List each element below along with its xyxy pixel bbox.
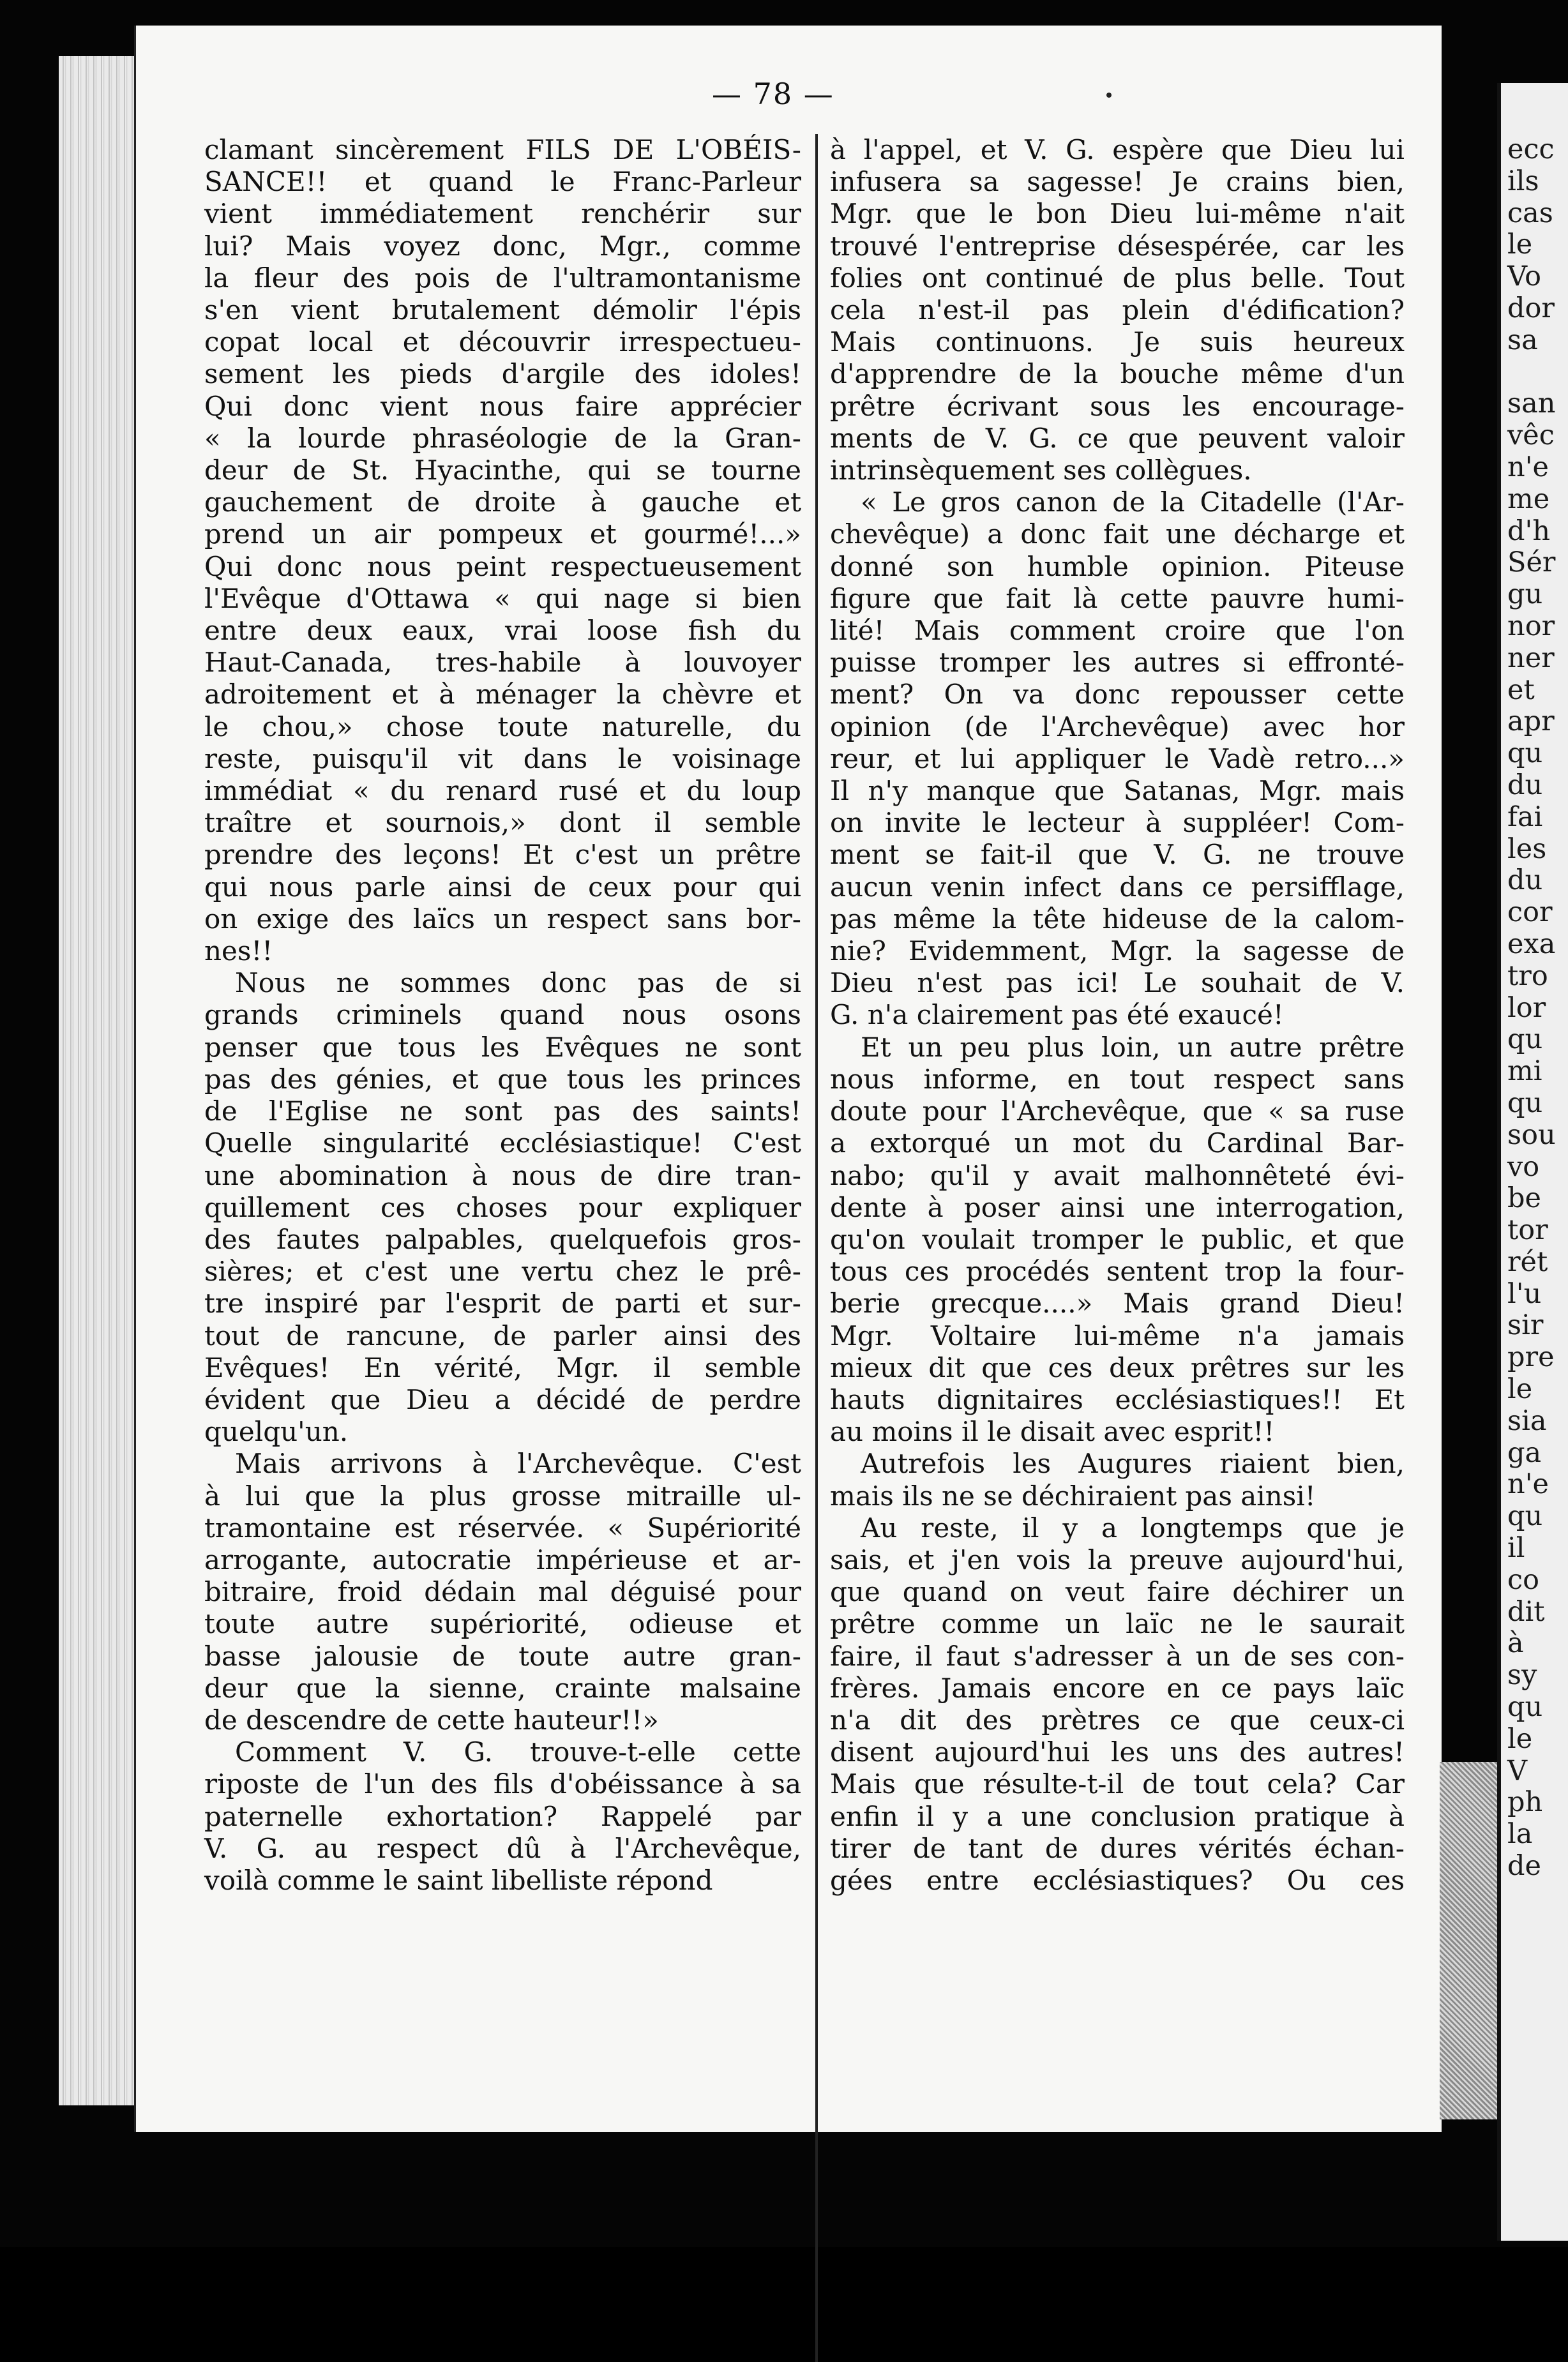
text-line: prêtre écrivant sous les encourage- xyxy=(830,390,1405,422)
text-line: hauts dignitaires ecclésiastiques!! Et xyxy=(830,1383,1405,1415)
text-line: berie grecque....» Mais grand Dieu! xyxy=(830,1288,1405,1320)
text-line: lui? Mais voyez donc, Mgr., comme xyxy=(204,230,801,262)
text-line: Mais arrivons à l'Archevêque. C'est xyxy=(235,1448,801,1480)
fragment-line: ils xyxy=(1507,165,1539,197)
text-line: V. G. au respect dû à l'Archevêque, xyxy=(204,1832,801,1864)
fragment-line xyxy=(1501,357,1568,389)
fragment-line: dit xyxy=(1507,1595,1545,1628)
text-line: ment se fait-il que V. G. ne trouve xyxy=(830,839,1405,871)
text-line: arrogante, autocratie impérieuse et ar- xyxy=(204,1544,801,1576)
text-line: n'a dit des prètres ce que ceux-ci xyxy=(830,1704,1405,1736)
text-line: cela n'est-il pas plein d'édification? xyxy=(830,294,1405,326)
text-line: puisse tromper les autres si effronté- xyxy=(830,647,1405,679)
text-line: Mgr. que le bon Dieu lui-même n'ait xyxy=(830,198,1405,230)
column-divider xyxy=(815,134,818,2362)
binding-cloth xyxy=(1440,1762,1497,2119)
text-line: nabo; qu'il y avait malhonnêteté évi- xyxy=(830,1159,1405,1191)
text-line: tirer de tant de dures vérités échan- xyxy=(830,1832,1405,1864)
fragment-line: vo xyxy=(1507,1150,1540,1183)
text-line: riposte de l'un des fils d'obéissance à sa xyxy=(204,1768,801,1800)
text-line: quelqu'un. xyxy=(204,1416,349,1448)
text-line: penser que tous les Evêques ne sont xyxy=(204,1031,801,1063)
text-line: de descendre de cette hauteur!!» xyxy=(204,1704,659,1736)
text-line: ment? On va donc repousser cette xyxy=(830,679,1405,711)
text-line: s'en vient brutalement démolir l'épis xyxy=(204,294,801,326)
text-line: entre deux eaux, vrai loose fish du xyxy=(204,615,801,647)
text-line: figure que fait là cette pauvre humi- xyxy=(830,582,1405,614)
text-line: Nous ne sommes donc pas de si xyxy=(235,967,801,999)
right-column xyxy=(830,134,1405,1897)
text-line: deur de St. Hyacinthe, qui se tourne xyxy=(204,455,801,486)
text-line: Il n'y manque que Satanas, Mgr. mais xyxy=(830,775,1405,807)
text-line: clamant sincèrement FILS DE L'OBÉIS- xyxy=(204,134,801,165)
text-line: reur, et lui appliquer le Vadè retro...» xyxy=(830,742,1405,774)
text-line: évident que Dieu a décidé de perdre xyxy=(204,1383,801,1415)
page-stack-edge xyxy=(59,56,142,2105)
fragment-line: apr xyxy=(1507,705,1555,738)
fragment-line: ph xyxy=(1507,1786,1543,1819)
text-line: infusera sa sagesse! Je crains bien, xyxy=(830,166,1405,198)
text-line: pas même la tête hideuse de la calom- xyxy=(830,903,1405,935)
text-line: de l'Eglise ne sont pas des saints! xyxy=(204,1095,801,1127)
text-line: deur que la sienne, crainte malsaine xyxy=(204,1672,801,1704)
text-line: Comment V. G. trouve-t-elle cette xyxy=(235,1736,801,1768)
fragment-line: nor xyxy=(1507,610,1555,642)
text-line: gées entre ecclésiastiques? Ou ces xyxy=(830,1864,1405,1896)
left-column xyxy=(204,134,801,1897)
text-line: Autrefois les Augures riaient bien, xyxy=(861,1448,1405,1480)
text-line: on exige des laïcs un respect sans bor- xyxy=(204,903,801,935)
fragment-line: à xyxy=(1507,1627,1524,1660)
text-line: au moins il le disait avec esprit!! xyxy=(830,1416,1275,1448)
fragment-line: du xyxy=(1507,864,1543,897)
text-line: a extorqué un mot du Cardinal Bar- xyxy=(830,1127,1405,1159)
fragment-line: lor xyxy=(1507,991,1546,1024)
text-line: prendre des leçons! Et c'est un prêtre xyxy=(204,839,801,871)
text-line: paternelle exhortation? Rappelé par xyxy=(204,1800,801,1832)
text-line: copat local et découvrir irrespectueu- xyxy=(204,326,801,358)
text-line: adroitement et à ménager la chèvre et xyxy=(204,679,801,711)
text-line: Mais continuons. Je suis heureux xyxy=(830,326,1405,358)
fragment-line: mi xyxy=(1507,1055,1542,1088)
text-line: intrinsèquement ses collègues. xyxy=(830,455,1252,486)
text-line: prêtre comme un laïc ne le saurait xyxy=(830,1608,1405,1640)
text-line: nes!! xyxy=(204,935,273,967)
text-line: « la lourde phraséologie de la Gran- xyxy=(204,422,801,454)
fragment-line: sia xyxy=(1507,1404,1547,1437)
fragment-line: et xyxy=(1507,673,1535,706)
fragment-line: cas xyxy=(1507,197,1553,229)
text-line: que quand on veut faire déchirer un xyxy=(830,1576,1405,1608)
text-line: quillement ces choses pour expliquer xyxy=(204,1191,801,1223)
text-line: à lui que la plus grosse mitraille ul- xyxy=(204,1480,801,1512)
text-line: doute pour l'Archevêque, que « sa ruse xyxy=(830,1095,1405,1127)
ink-speck xyxy=(1106,93,1112,98)
fragment-line: co xyxy=(1507,1563,1539,1596)
fragment-line: tro xyxy=(1507,959,1548,992)
text-line: Mgr. Voltaire lui-même n'a jamais xyxy=(830,1320,1405,1351)
fragment-line: san xyxy=(1507,387,1556,420)
text-line: sais, et j'en vois la preuve aujourd'hui, xyxy=(830,1544,1405,1576)
text-line: chevêque) a donc fait une décharge et xyxy=(830,518,1405,550)
fragment-line: gu xyxy=(1507,578,1543,611)
fragment-line: cor xyxy=(1507,896,1553,929)
text-line: gauchement de droite à gauche et xyxy=(204,486,801,518)
fragment-line: rét xyxy=(1507,1245,1548,1278)
text-line: G. n'a clairement pas été exaucé! xyxy=(830,999,1284,1031)
text-line: dente à poser ainsi une interrogation, xyxy=(830,1191,1405,1223)
fragment-line: be xyxy=(1507,1182,1541,1215)
text-line: SANCE!! et quand le Franc-Parleur xyxy=(204,166,801,198)
text-line: Evêques! En vérité, Mgr. il semble xyxy=(204,1351,801,1383)
text-line: disent aujourd'hui les uns des autres! xyxy=(830,1736,1405,1768)
fragment-line: le xyxy=(1507,1722,1533,1755)
text-line: on invite le lecteur à suppléer! Com- xyxy=(830,807,1405,839)
text-line: une abomination à nous de dire tran- xyxy=(204,1159,801,1191)
next-page-edge xyxy=(1497,83,1568,2241)
fragment-line: tor xyxy=(1507,1214,1548,1247)
text-line: « Le gros canon de la Citadelle (l'Ar- xyxy=(861,486,1405,518)
fragment-line: de xyxy=(1507,1850,1541,1883)
fragment-line: Vo xyxy=(1507,260,1541,293)
fragment-line: qu xyxy=(1507,737,1543,770)
fragment-line: qu xyxy=(1507,1087,1543,1119)
fragment-line: ga xyxy=(1507,1436,1542,1469)
text-line: lité! Mais comment croire que l'on xyxy=(830,615,1405,647)
text-line: nous informe, en tout respect sans xyxy=(830,1063,1405,1095)
text-line: qu'on voulait tromper le public, et que xyxy=(830,1223,1405,1255)
text-line: frères. Jamais encore en ce pays laïc xyxy=(830,1672,1405,1704)
text-line: Dieu n'est pas ici! Le souhait de V. xyxy=(830,967,1405,999)
text-line: Qui donc vient nous faire apprécier xyxy=(204,390,801,422)
text-line: l'Evêque d'Ottawa « qui nage si bien xyxy=(204,582,801,614)
fragment-line: pre xyxy=(1507,1341,1555,1374)
text-line: sières; et c'est une vertu chez le prê- xyxy=(204,1256,801,1288)
text-line: nie? Evidemment, Mgr. la sagesse de xyxy=(830,935,1405,967)
fragment-line: V xyxy=(1507,1754,1528,1787)
text-line: ments de V. G. ce que peuvent valoir xyxy=(830,422,1405,454)
text-line: la fleur des pois de l'ultramontanisme xyxy=(204,262,801,294)
text-line: immédiat « du renard rusé et du loup xyxy=(204,775,801,807)
fragment-line: qu xyxy=(1507,1691,1543,1724)
text-line: grands criminels quand nous osons xyxy=(204,999,801,1031)
fragment-line: me xyxy=(1507,483,1550,515)
fragment-line: dor xyxy=(1507,292,1555,324)
text-line: vient immédiatement renchérir sur xyxy=(204,198,801,230)
text-line: qui nous parle ainsi de ceux pour qui xyxy=(204,871,801,903)
fragment-line: n'e xyxy=(1507,1468,1549,1501)
text-line: tre inspiré par l'esprit de parti et sur- xyxy=(204,1288,801,1320)
fragment-line: du xyxy=(1507,769,1543,801)
fragment-line: sir xyxy=(1507,1309,1544,1342)
text-line: sement les pieds d'argile des idoles! xyxy=(204,358,801,390)
next-page-fragment-text xyxy=(1501,134,1568,1883)
fragment-line: il xyxy=(1507,1532,1525,1565)
text-line: tous ces procédés sentent trop la four- xyxy=(830,1256,1405,1288)
fragment-line: le xyxy=(1507,1373,1533,1406)
text-line: Qui donc nous peint respectueusement xyxy=(204,550,801,582)
fragment-line: le xyxy=(1507,229,1533,261)
text-line: enfin il y a une conclusion pratique à xyxy=(830,1800,1405,1832)
fragment-line: qu xyxy=(1507,1023,1543,1056)
fragment-line: sou xyxy=(1507,1118,1556,1151)
text-line: d'apprendre de la bouche même d'un xyxy=(830,358,1405,390)
text-line: Mais que résulte-t-il de tout cela? Car xyxy=(830,1768,1405,1800)
text-line: Et un peu plus loin, un autre prêtre xyxy=(861,1031,1405,1063)
fragment-line: fai xyxy=(1507,801,1543,833)
text-line: mieux dit que ces deux prêtres sur les xyxy=(830,1351,1405,1383)
text-line: voilà comme le saint libelliste répond xyxy=(204,1864,713,1896)
text-line: faire, il faut s'adresser à un de ses con- xyxy=(830,1640,1405,1672)
text-line: basse jalousie de toute autre gran- xyxy=(204,1640,801,1672)
text-line: prend un air pompeux et gourmé!...» xyxy=(204,518,801,550)
text-line: traître et sournois,» dont il semble xyxy=(204,807,801,839)
fragment-line: sy xyxy=(1507,1659,1537,1692)
text-line: reste, puisqu'il vit dans le voisinage xyxy=(204,742,801,774)
text-line: folies ont continué de plus belle. Tout xyxy=(830,262,1405,294)
text-line: aucun venin infect dans ce persifflage, xyxy=(830,871,1405,903)
text-line: pas des génies, et que tous les princes xyxy=(204,1063,801,1095)
fragment-line: d'h xyxy=(1507,515,1551,547)
fragment-line: la xyxy=(1507,1818,1533,1851)
text-line: mais ils ne se déchiraient pas ainsi! xyxy=(830,1480,1316,1512)
text-line: Haut-Canada, tres-habile à louvoyer xyxy=(204,647,801,679)
page-number: — 78 — xyxy=(712,77,834,111)
fragment-line: ecc xyxy=(1507,134,1555,165)
fragment-line: Sér xyxy=(1507,546,1556,579)
fragment-line: les xyxy=(1507,832,1547,865)
text-line: Quelle singularité ecclésiastique! C'est xyxy=(204,1127,801,1159)
text-line: trouvé l'entreprise désespérée, car les xyxy=(830,230,1405,262)
text-line: bitraire, froid dédain mal déguisé pour xyxy=(204,1576,801,1608)
fragment-line: n'e xyxy=(1507,451,1549,483)
text-line: tramontaine est réservée. « Supériorité xyxy=(204,1512,801,1544)
fragment-line: vêc xyxy=(1507,419,1555,452)
text-line: à l'appel, et V. G. espère que Dieu lui xyxy=(830,134,1405,165)
text-line: opinion (de l'Archevêque) avec hor xyxy=(830,711,1405,742)
fragment-line: sa xyxy=(1507,324,1538,356)
fragment-line: qu xyxy=(1507,1500,1543,1533)
text-line: tout de rancune, de parler ainsi des xyxy=(204,1320,801,1351)
text-line: toute autre supériorité, odieuse et xyxy=(204,1608,801,1640)
fragment-line: ner xyxy=(1507,642,1555,674)
text-line: donné son humble opinion. Piteuse xyxy=(830,550,1405,582)
text-line: le chou,» chose toute naturelle, du xyxy=(204,711,801,742)
text-line: Au reste, il y a longtemps que je xyxy=(861,1512,1405,1544)
fragment-line: l'u xyxy=(1507,1277,1542,1310)
fragment-line: exa xyxy=(1507,928,1556,960)
text-line: des fautes palpables, quelquefois gros- xyxy=(204,1223,801,1255)
